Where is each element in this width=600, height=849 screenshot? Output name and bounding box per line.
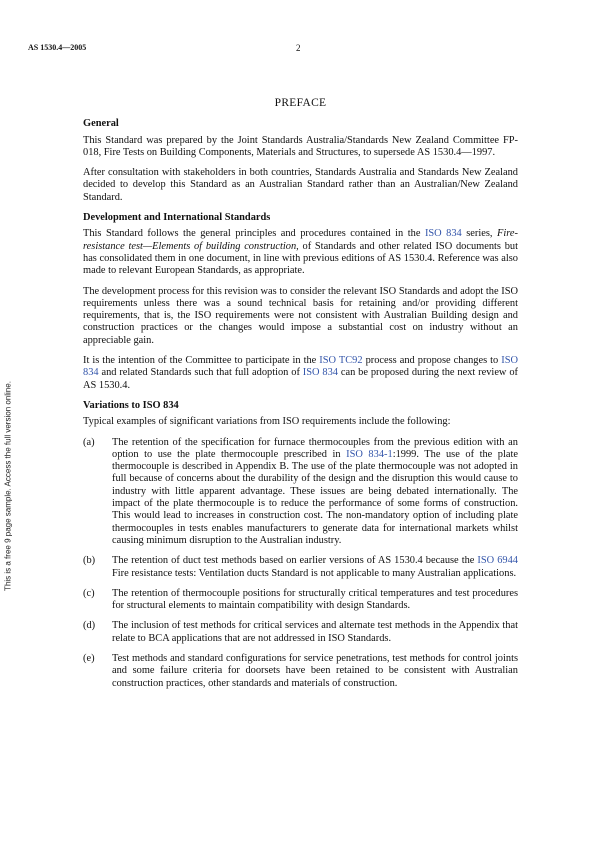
development-paragraph-2: The development process for this revision was to consider the relevant ISO Standards and adopt the ISO requirements unless there was a sound technical basis for retaining and/or providing different requirements, that is, the ISO requirements were not consistent with Australian Building design and construction practices or the changes would impose a substantial cost on industry without an appreciable gain. (83, 285, 518, 346)
general-paragraph-2: After consultation with stakeholders in both countries, Standards Australia and Standards New Zealand decided to develop this Standard as an Australian Standard rather than an Australian/New Zealand Standard. (83, 167, 518, 203)
iso-834-1-link[interactable]: ISO 834-1 (346, 448, 393, 460)
list-item: (b) The retention of duct test methods based on earlier versions of AS 1530.4 because the ISO 6944 Fire resistance tests: Ventilation ducts Standard is not applicable to many Australian applications. (83, 555, 518, 579)
document-header: AS 1530.4—2005 (28, 43, 87, 52)
list-item-label: (d) (83, 620, 96, 632)
list-item: (e) Test methods and standard configurations for service penetrations, test methods for control joints and some failure criteria for doorsets have been retained to be consistent with Australian construction practices, other standards and materials of construction. (83, 652, 518, 689)
development-paragraph-1: This Standard follows the general principles and procedures contained in the ISO 834 series, Fire-resistance test—Elements of building construction, of Standards and other related ISO documents but has consolidated them in one document, in line with previous editions of AS 1530.4. Reference was also made to relevant European Standards, as appropriate. (83, 228, 518, 277)
variations-intro: Typical examples of significant variations from ISO requirements include the following: (83, 416, 451, 428)
list-item-label: (a) (83, 436, 95, 448)
list-item-label: (e) (83, 652, 95, 664)
sample-notice-text: This is a free 9 page sample. Access the full version online. (3, 381, 13, 591)
list-item: (a) The retention of the specification for furnace thermocouples from the previous edition with an option to use the plate thermocouple prescribed in ISO 834-1:1999. The use of the plate thermocouple is described in Appendix B. The use of the plate thermocouple was not adopted in full because of concerns about the durability of the design and the disruption this would cause to industry with little apparent advantage. These issues are being debated internationally. The impact of the plate thermocouple is to reduce the performance of some forms of construction. This would lead to increases in construction cost. The non-mandatory option of including plate thermocouples in tests enables manufacturers to generate data for international markets whilst causing minimum disruption to the Australian industry. (83, 436, 518, 546)
iso-tc92-link[interactable]: ISO TC92 (319, 355, 363, 367)
section-heading-general: General (83, 118, 119, 130)
list-item-label: (c) (83, 587, 95, 599)
development-paragraph-3: It is the intention of the Committee to participate in the ISO TC92 process and propose changes to ISO 834 and related Standards such that full adoption of ISO 834 can be proposed during the next review of AS 1530.4. (83, 355, 518, 391)
list-item: (d) The inclusion of test methods for critical services and alternate test methods in the Appendix that relate to BCA applications that are not addressed in ISO Standards. (83, 620, 518, 644)
page-number: 2 (296, 43, 301, 53)
variations-list (83, 437, 518, 690)
general-paragraph-1: This Standard was prepared by the Joint Standards Australia/Standards New Zealand Committee FP-018, Fire Tests on Building Components, Materials and Structures, to supersede AS 1530.4—1997. (83, 134, 518, 158)
iso-834-link[interactable]: ISO 834 (302, 367, 339, 379)
section-heading-variations: Variations to ISO 834 (83, 399, 179, 411)
iso-834-series-title: Fire-resistance test—Elements of building construction, (83, 228, 518, 252)
iso-834-link[interactable]: ISO 834 (424, 228, 462, 240)
page-title: PREFACE (274, 97, 327, 109)
list-item: (c) The retention of thermocouple positions for structurally critical temperatures and test procedures for structural elements to maintain compatibility with design Standards. (83, 587, 518, 612)
list-item-label: (b) (83, 555, 96, 567)
iso-834-link[interactable]: ISO 834 (83, 355, 518, 379)
section-heading-development: Development and International Standards (83, 212, 271, 224)
document-body (83, 97, 518, 698)
iso-6944-link[interactable]: ISO 6944 (477, 555, 518, 567)
